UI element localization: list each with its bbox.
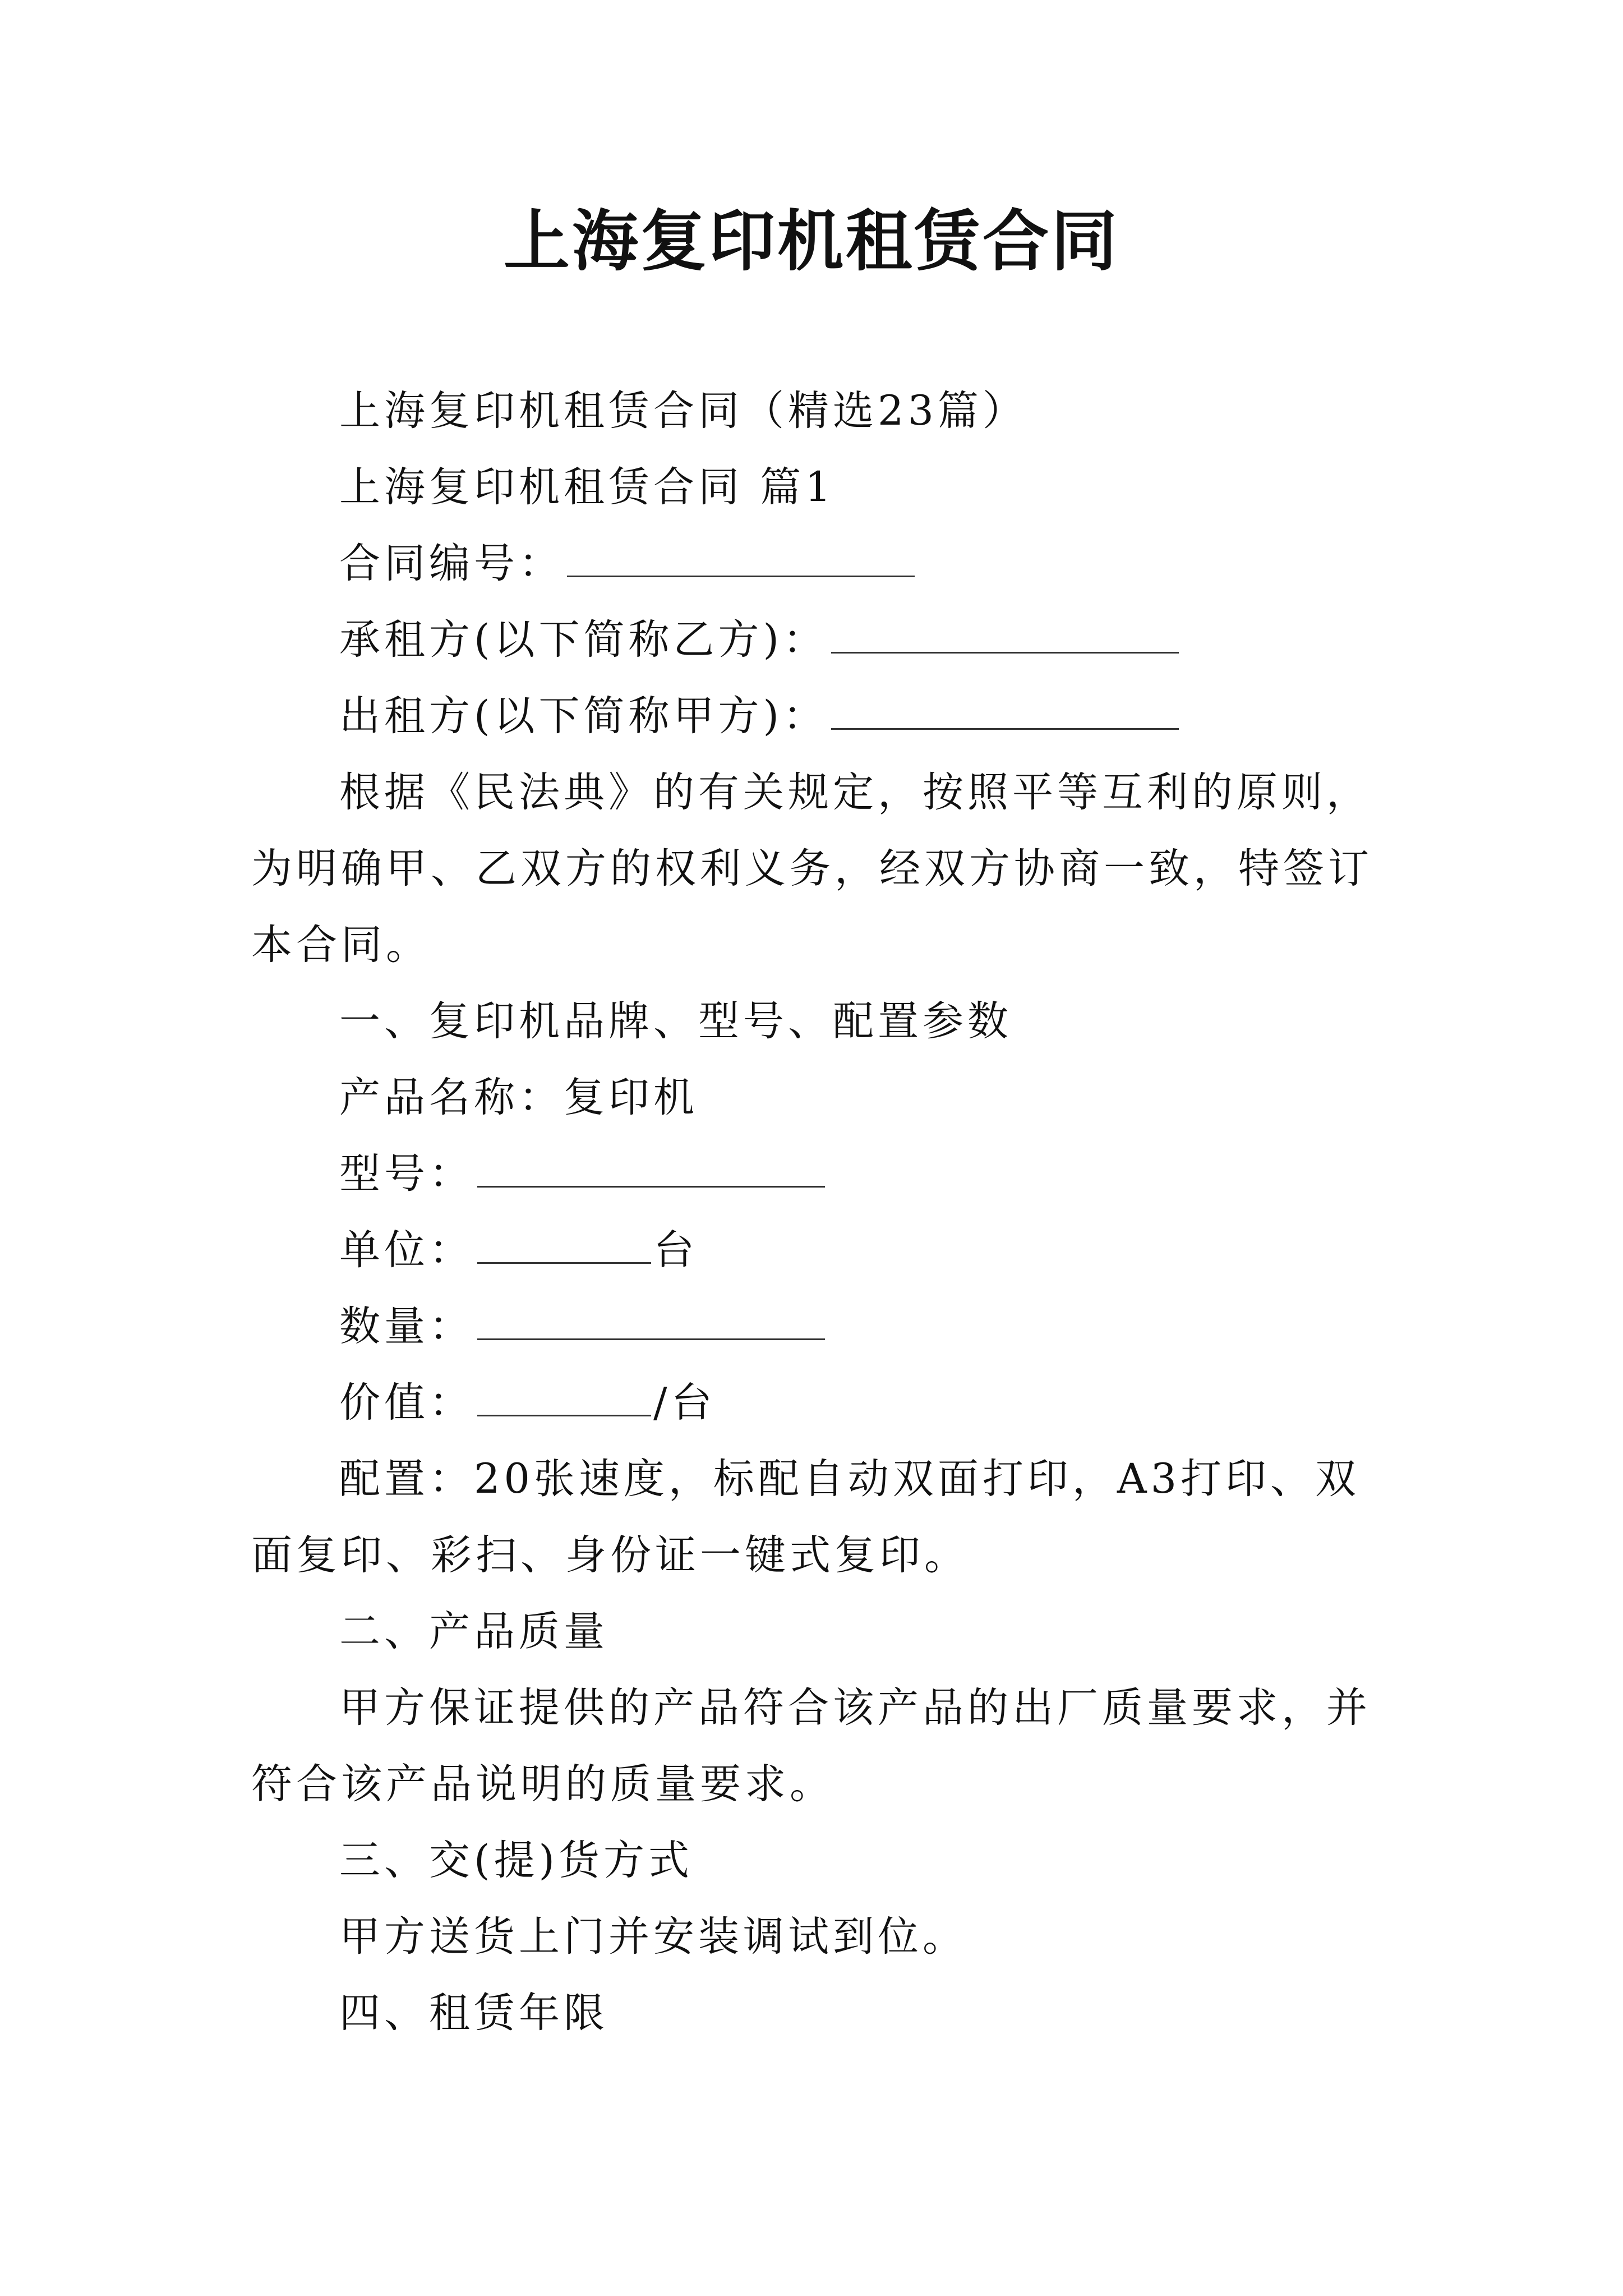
unit-blank[interactable]	[477, 1223, 651, 1264]
document-body	[251, 373, 1384, 2051]
intro-paragraph: 根据《民法典》的有关规定，按照平等互利的原则，为明确甲、乙双方的权利义务，经双方协商一致，特签订本合同。	[251, 769, 1373, 969]
document-title: 上海复印机租赁合同	[503, 202, 1119, 280]
model-label: 型号：	[339, 1150, 474, 1198]
section3-heading: 三、交(提)货方式	[339, 1837, 693, 1884]
quantity-blank[interactable]	[477, 1299, 825, 1340]
lessor-blank[interactable]	[831, 689, 1179, 730]
subtitle: 上海复印机租赁合同（精选23篇）	[339, 387, 1027, 435]
quantity-line	[251, 1289, 1384, 1365]
lessor-label: 出租方(以下简称甲方)：	[339, 692, 828, 740]
lessee-blank[interactable]	[831, 613, 1179, 654]
value-line	[251, 1365, 1384, 1441]
quantity-label: 数量：	[339, 1303, 474, 1350]
section1-heading: 一、复印机品牌、型号、配置参数	[339, 997, 1012, 1045]
chapter-heading: 上海复印机租赁合同 篇1	[339, 463, 835, 511]
lessee-line	[251, 602, 1384, 678]
unit-suffix: 台	[653, 1226, 698, 1274]
unit-label: 单位：	[339, 1226, 474, 1274]
product-name-line: 产品名称：复印机	[339, 1074, 698, 1121]
section2-paragraph: 甲方保证提供的产品符合该产品的出厂质量要求，并符合该产品说明的质量要求。	[251, 1684, 1371, 1808]
section4-heading: 四、租赁年限	[339, 1989, 608, 2037]
value-label: 价值：	[339, 1379, 474, 1427]
lessor-line	[251, 678, 1384, 754]
contract-number-label: 合同编号：	[339, 540, 564, 587]
value-blank[interactable]	[477, 1375, 651, 1416]
model-line	[251, 1136, 1384, 1212]
config-paragraph: 配置：20张速度，标配自动双面打印，A3打印、双面复印、彩扫、身份证一键式复印。	[251, 1455, 1361, 1579]
model-blank[interactable]	[477, 1147, 825, 1188]
section2-heading: 二、产品质量	[339, 1608, 608, 1655]
section3-paragraph: 甲方送货上门并安装调试到位。	[339, 1913, 967, 1961]
lessee-label: 承租方(以下简称乙方)：	[339, 616, 828, 664]
value-suffix: /台	[653, 1379, 716, 1427]
unit-line	[251, 1212, 1384, 1289]
contract-number-line	[251, 526, 1384, 602]
contract-number-blank[interactable]	[567, 536, 915, 577]
